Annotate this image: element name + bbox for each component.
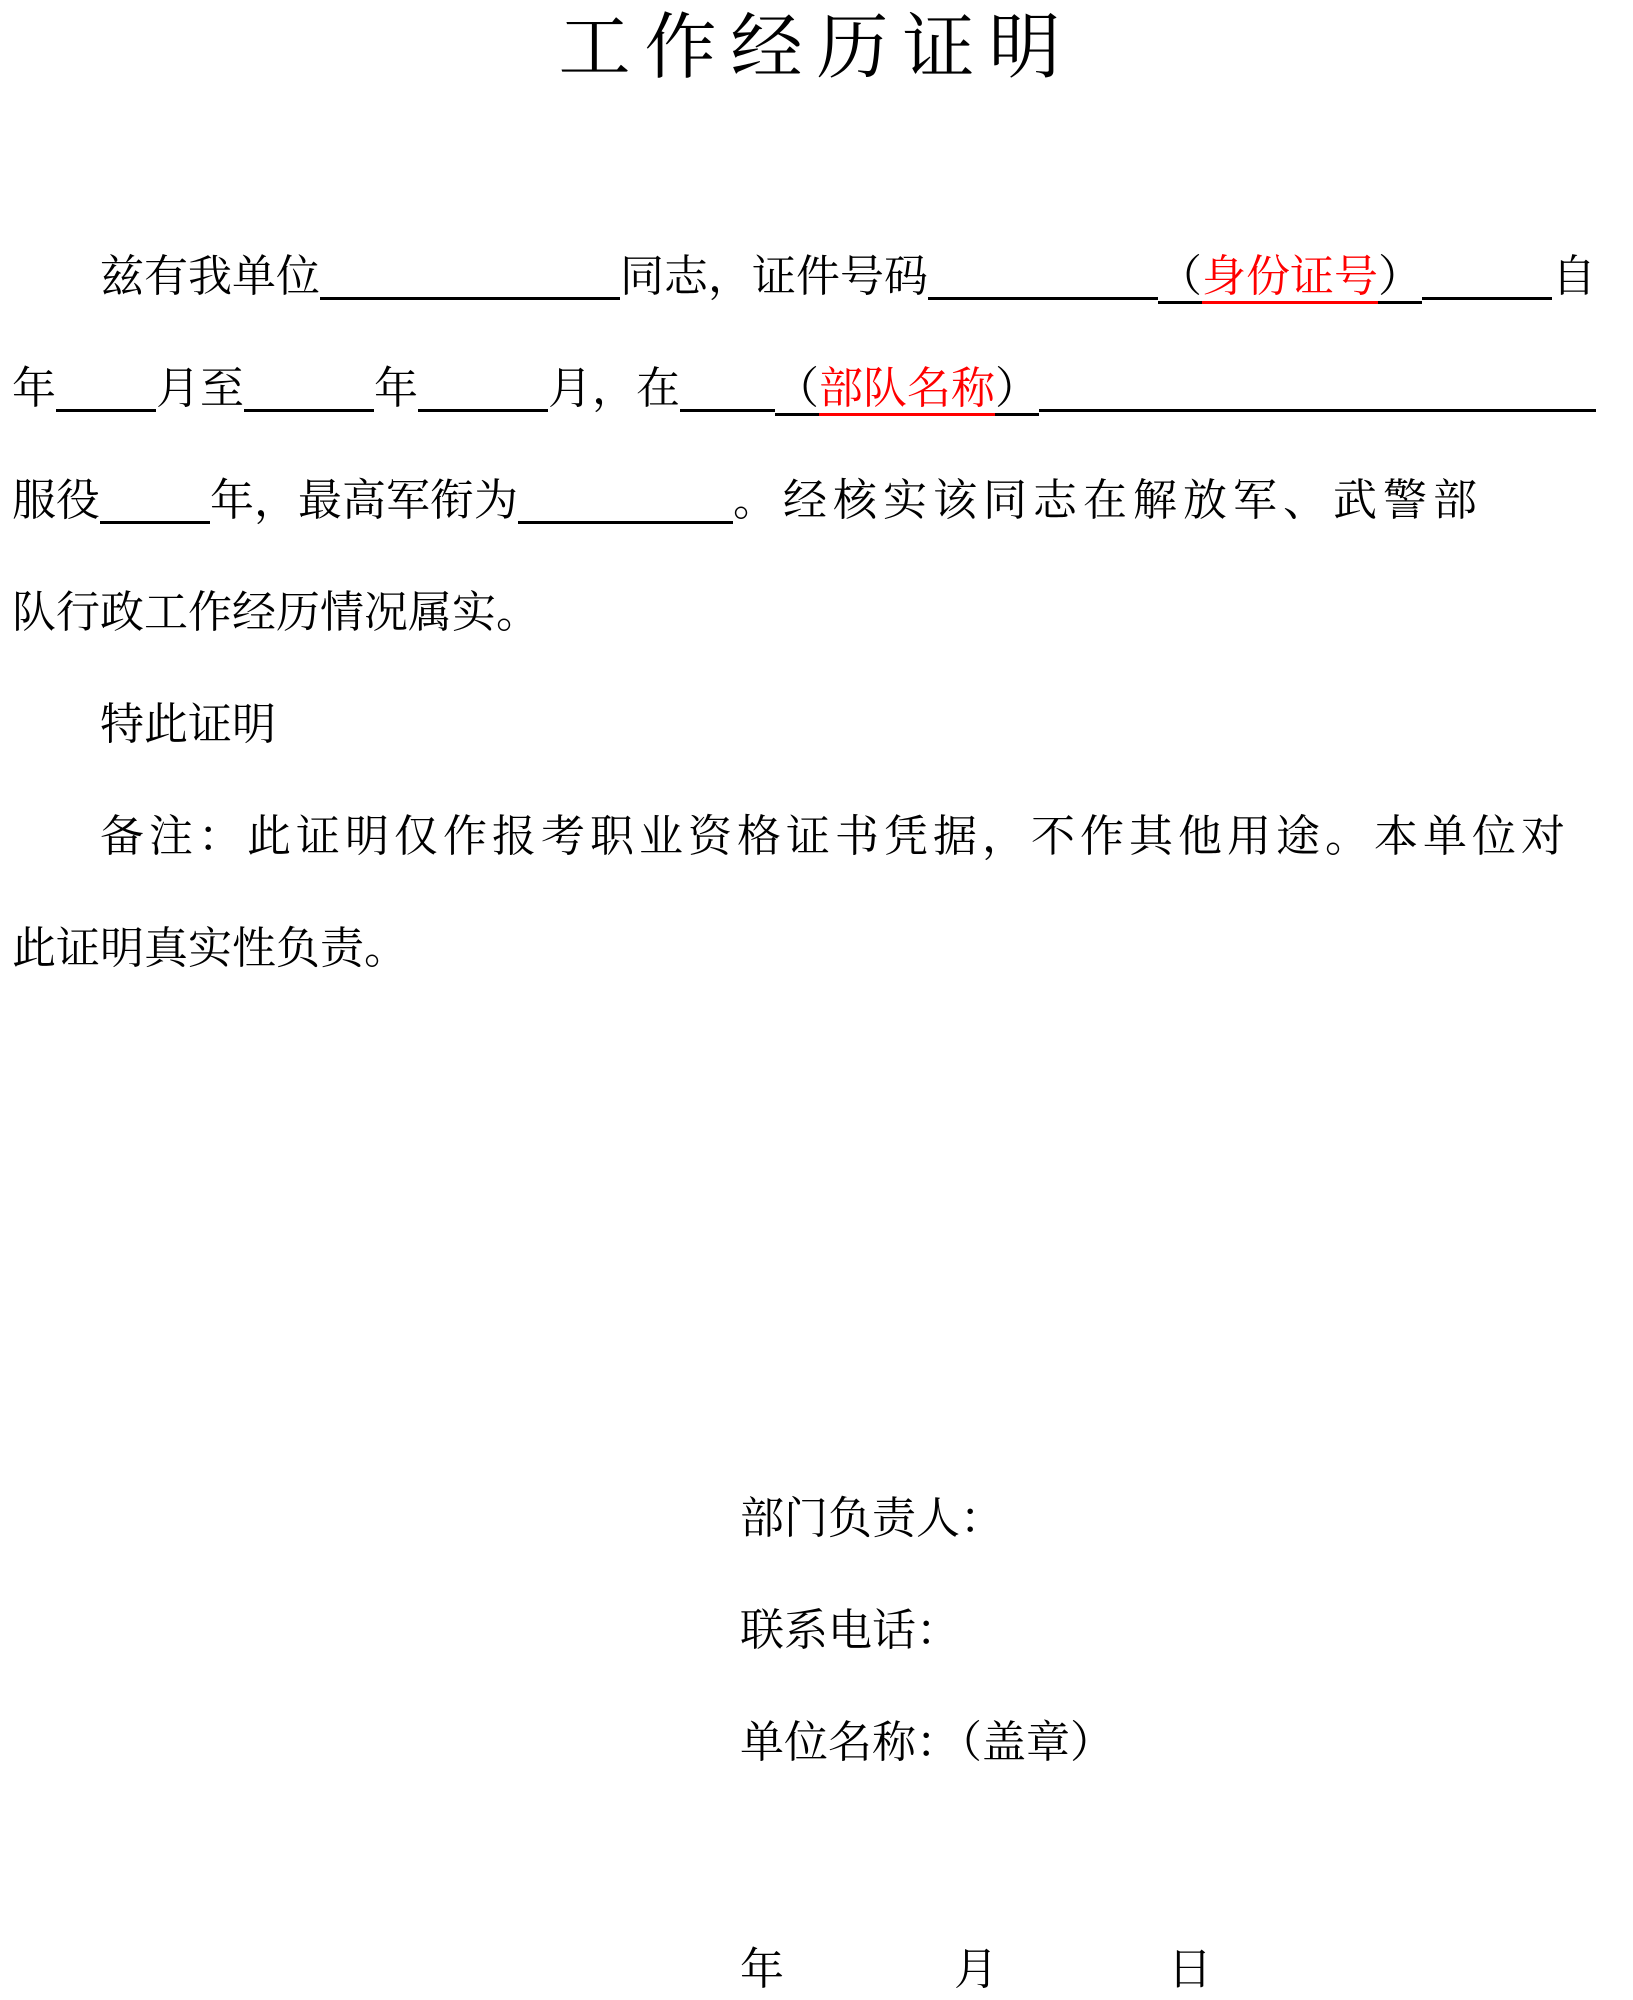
date-month-label: 月 <box>954 1945 998 1994</box>
text-run-comrade-idlabel: 同志，证件号码 <box>620 252 928 301</box>
blank-military-rank <box>518 521 733 524</box>
paren-close: ） <box>995 364 1039 416</box>
unit-name-line <box>740 1687 1633 1799</box>
signature-block <box>0 1463 1633 2000</box>
blank-service-years <box>100 521 210 524</box>
blank-person-name <box>320 297 620 300</box>
paragraph1-line1 <box>12 221 1621 333</box>
paragraph1-line3 <box>12 445 1621 557</box>
remarks-line2 <box>12 893 1621 1005</box>
date-year-label: 年 <box>740 1945 784 1994</box>
text-hereby-certify: 特此证明 <box>100 700 276 749</box>
text-run-from: 自 <box>1552 252 1596 301</box>
blank-month-from <box>56 409 156 412</box>
text-run-month-to: 月至 <box>156 364 244 413</box>
blank-id-number <box>928 297 1158 300</box>
document-body <box>0 221 1633 1005</box>
contact-phone-label: 联系电话： <box>740 1606 960 1655</box>
text-run-month-in: 月，在 <box>548 364 680 413</box>
contact-phone-line <box>740 1575 1633 1687</box>
hereby-certify-line <box>12 669 1621 781</box>
date-day-label: 日 <box>1168 1945 1212 1994</box>
remarks-line1 <box>12 781 1621 893</box>
text-run-rank-label: 年，最高军衔为 <box>210 476 518 525</box>
blank-unit-before-name <box>680 409 775 412</box>
paragraph1-line2 <box>12 333 1621 445</box>
department-head-label: 部门负责人： <box>740 1494 1004 1543</box>
blank-unit-name-cont <box>1039 409 1596 412</box>
unit-name-label: 单位名称：（盖章） <box>740 1718 1114 1767</box>
paren-close: ） <box>1378 252 1422 304</box>
blank-year-to <box>244 409 374 412</box>
text-run-intro: 兹有我单位 <box>100 252 320 301</box>
text-run-year-to: 年 <box>374 364 418 413</box>
text-run-conclusion: 队行政工作经历情况属实。 <box>12 588 540 637</box>
text-run-service: 服役 <box>12 476 100 525</box>
blank-id-number-cont <box>1422 297 1552 300</box>
red-hint-id-number: 身份证号 <box>1202 252 1378 304</box>
paren-open: （ <box>775 364 819 416</box>
text-run-verified: 。经核实该同志在解放军、武警部 <box>733 476 1483 525</box>
date-line <box>740 1914 1633 2000</box>
text-remarks-1: 备注：此证明仅作报考职业资格证书凭据，不作其他用途。本单位对 <box>100 812 1570 861</box>
paren-open: （ <box>1158 252 1202 304</box>
blank-month-to <box>418 409 548 412</box>
department-head-line <box>740 1463 1633 1575</box>
text-run-year-from: 年 <box>12 364 56 413</box>
document-title: 工作经历证明 <box>558 8 1075 88</box>
text-remarks-2: 此证明真实性负责。 <box>12 924 408 973</box>
paragraph1-line4 <box>12 557 1621 669</box>
red-hint-unit-name: 部队名称 <box>819 364 995 416</box>
